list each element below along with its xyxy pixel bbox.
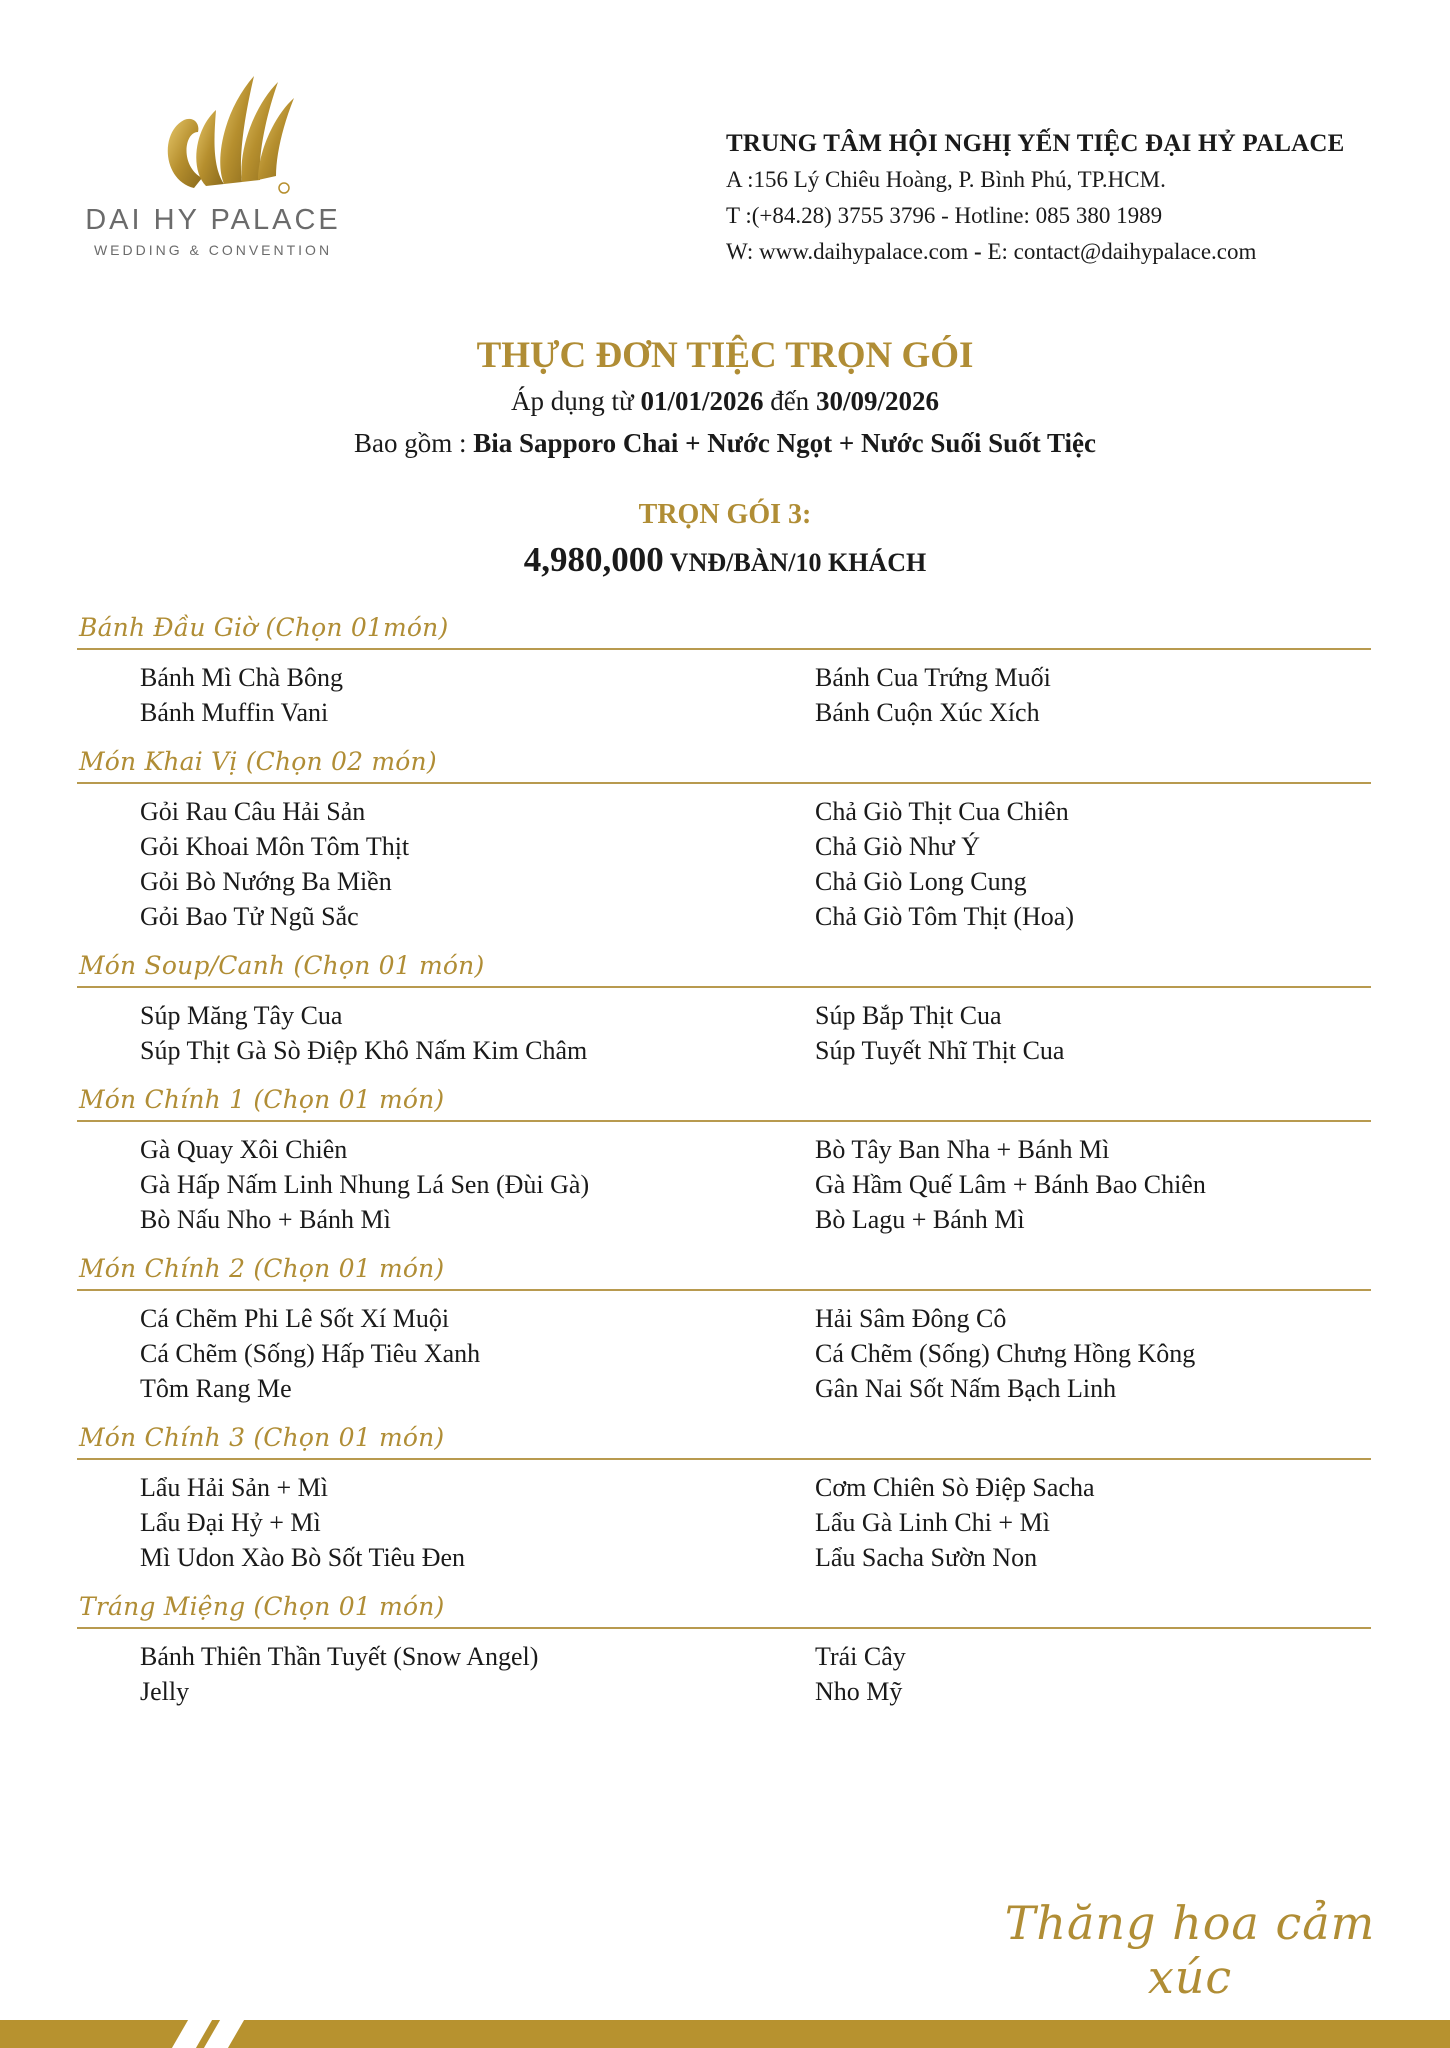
menu-item: Gỏi Rau Câu Hải Sản — [140, 797, 366, 826]
menu-item: Gà Quay Xôi Chiên — [140, 1135, 348, 1164]
items-column-left — [77, 1470, 815, 1575]
items-column-left — [77, 794, 815, 934]
date-to: 30/09/2026 — [815, 386, 939, 416]
menu-item: Gỏi Bò Nướng Ba Miền — [140, 867, 392, 896]
logo-tagline: WEDDING & CONVENTION — [93, 242, 333, 258]
menu-item: Chả Giò Thịt Cua Chiên — [815, 797, 1069, 826]
menu-item: Gỏi Khoai Môn Tôm Thịt — [140, 832, 410, 861]
slogan: Thăng hoa cảm xúc — [1004, 1896, 1376, 2004]
section-items — [77, 1291, 1371, 1416]
items-column-right — [815, 1639, 1371, 1709]
menu-item: Bánh Muffin Vani — [140, 698, 329, 727]
section-heading: Món Chính 3 (Chọn 01 món) — [77, 1416, 1371, 1460]
applied-prefix: Áp dụng từ — [511, 386, 641, 416]
section-heading: Món Soup/Canh (Chọn 01 món) — [77, 944, 1371, 988]
menu-item: Súp Thịt Gà Sò Điệp Khô Nấm Kim Châm — [140, 1036, 588, 1065]
menu-item: Trái Cây — [815, 1642, 906, 1671]
menu-item: Bò Tây Ban Nha + Bánh Mì — [815, 1135, 1110, 1164]
items-column-left — [77, 998, 815, 1068]
includes-line — [0, 422, 1450, 464]
menu-item: Súp Tuyết Nhĩ Thịt Cua — [815, 1036, 1065, 1065]
email-prefix: E: — [987, 239, 1014, 264]
contact-separator: - — [968, 239, 988, 264]
menu-item: Bánh Cuộn Xúc Xích — [815, 698, 1040, 727]
web-prefix: W: — [726, 239, 759, 264]
section-items — [77, 1460, 1371, 1585]
brand-logo — [68, 70, 358, 270]
price-amount: 4,980,000 — [523, 540, 664, 579]
company-phone: T :(+84.28) 3755 3796 - Hotline: 085 380 1989 — [726, 203, 1163, 228]
menu-item: Gân Nai Sốt Nấm Bạch Linh — [815, 1374, 1117, 1403]
menu-section — [77, 1078, 1371, 1247]
section-items — [77, 988, 1371, 1078]
menu-sections — [77, 606, 1371, 1719]
section-heading: Món Chính 2 (Chọn 01 món) — [77, 1247, 1371, 1291]
section-heading: Tráng Miệng (Chọn 01 món) — [77, 1585, 1371, 1629]
company-info — [726, 126, 1406, 270]
menu-item: Bò Nấu Nho + Bánh Mì — [140, 1205, 391, 1234]
menu-item: Chả Giò Long Cung — [815, 867, 1027, 896]
email-link[interactable]: contact@daihypalace.com — [1013, 239, 1257, 264]
items-column-right — [815, 1470, 1371, 1575]
date-from: 01/01/2026 — [640, 386, 764, 416]
menu-section — [77, 1416, 1371, 1585]
menu-item: Súp Bắp Thịt Cua — [815, 1001, 1002, 1030]
company-address: A :156 Lý Chiêu Hoàng, P. Bình Phú, TP.HCM. — [726, 167, 1166, 192]
includes-prefix: Bao gồm : — [354, 428, 474, 458]
menu-item: Mì Udon Xào Bò Sốt Tiêu Đen — [140, 1543, 466, 1572]
items-column-left — [77, 1301, 815, 1406]
applied-mid: đến — [763, 386, 816, 416]
items-column-left — [77, 660, 815, 730]
menu-item: Súp Măng Tây Cua — [140, 1001, 343, 1030]
page-title: THỰC ĐƠN TIỆC TRỌN GÓI — [476, 335, 974, 376]
section-heading: Bánh Đầu Giờ (Chọn 01món) — [77, 606, 1371, 650]
menu-item: Cá Chẽm (Sống) Chưng Hồng Kông — [815, 1339, 1196, 1368]
section-items — [77, 1629, 1371, 1719]
menu-item: Nho Mỹ — [815, 1677, 903, 1706]
menu-item: Tôm Rang Me — [140, 1374, 292, 1403]
items-column-left — [77, 1639, 815, 1709]
menu-section — [77, 944, 1371, 1078]
menu-item: Bánh Thiên Thần Tuyết (Snow Angel) — [140, 1642, 539, 1671]
section-heading: Món Chính 1 (Chọn 01 món) — [77, 1078, 1371, 1122]
package-label: TRỌN GÓI 3: — [638, 499, 812, 530]
menu-item: Bánh Mì Chà Bông — [140, 663, 343, 692]
menu-item: Lẩu Đại Hỷ + Mì — [140, 1508, 321, 1537]
logo-name: DAI HY PALACE — [85, 204, 341, 236]
website-link[interactable]: www.daihypalace.com — [759, 239, 969, 264]
package-price — [0, 536, 1450, 587]
menu-header — [0, 332, 1450, 587]
section-items — [77, 784, 1371, 944]
menu-item: Jelly — [140, 1677, 190, 1706]
menu-section — [77, 740, 1371, 944]
menu-item: Chả Giò Tôm Thịt (Hoa) — [815, 902, 1075, 931]
menu-item: Bánh Cua Trứng Muối — [815, 663, 1051, 692]
company-contact — [726, 234, 1406, 270]
swan-logo-icon — [154, 70, 304, 200]
section-heading: Món Khai Vị (Chọn 02 món) — [77, 740, 1371, 784]
menu-item: Cá Chẽm (Sống) Hấp Tiêu Xanh — [140, 1339, 481, 1368]
menu-section — [77, 1585, 1371, 1719]
menu-item: Gỏi Bao Tử Ngũ Sắc — [140, 902, 359, 931]
items-column-right — [815, 794, 1371, 934]
menu-item: Lẩu Hải Sản + Mì — [140, 1473, 328, 1502]
menu-item: Gà Hấp Nấm Linh Nhung Lá Sen (Đùi Gà) — [140, 1170, 590, 1199]
items-column-right — [815, 1301, 1371, 1406]
items-column-right — [815, 660, 1371, 730]
menu-item: Hải Sâm Đông Cô — [815, 1304, 1007, 1333]
menu-section — [77, 1247, 1371, 1416]
menu-item: Lẩu Gà Linh Chi + Mì — [815, 1508, 1050, 1537]
applied-dates — [0, 380, 1450, 422]
company-name: TRUNG TÂM HỘI NGHỊ YẾN TIỆC ĐẠI HỶ PALACE — [726, 130, 1345, 157]
menu-item: Bò Lagu + Bánh Mì — [815, 1205, 1025, 1234]
menu-section — [77, 606, 1371, 740]
items-column-right — [815, 1132, 1371, 1237]
items-column-right — [815, 998, 1371, 1068]
menu-item: Lẩu Sacha Sườn Non — [815, 1543, 1038, 1572]
price-unit: VNĐ/BÀN/10 KHÁCH — [663, 548, 927, 577]
section-items — [77, 1122, 1371, 1247]
section-items — [77, 650, 1371, 740]
includes-items: Bia Sapporo Chai + Nước Ngọt + Nước Suối Suốt Tiệc — [473, 428, 1096, 458]
menu-item: Cơm Chiên Sò Điệp Sacha — [815, 1473, 1095, 1502]
menu-item: Gà Hầm Quế Lâm + Bánh Bao Chiên — [815, 1170, 1206, 1199]
menu-item: Chả Giò Như Ý — [815, 832, 981, 861]
menu-item: Cá Chẽm Phi Lê Sốt Xí Muội — [140, 1304, 450, 1333]
items-column-left — [77, 1132, 815, 1237]
